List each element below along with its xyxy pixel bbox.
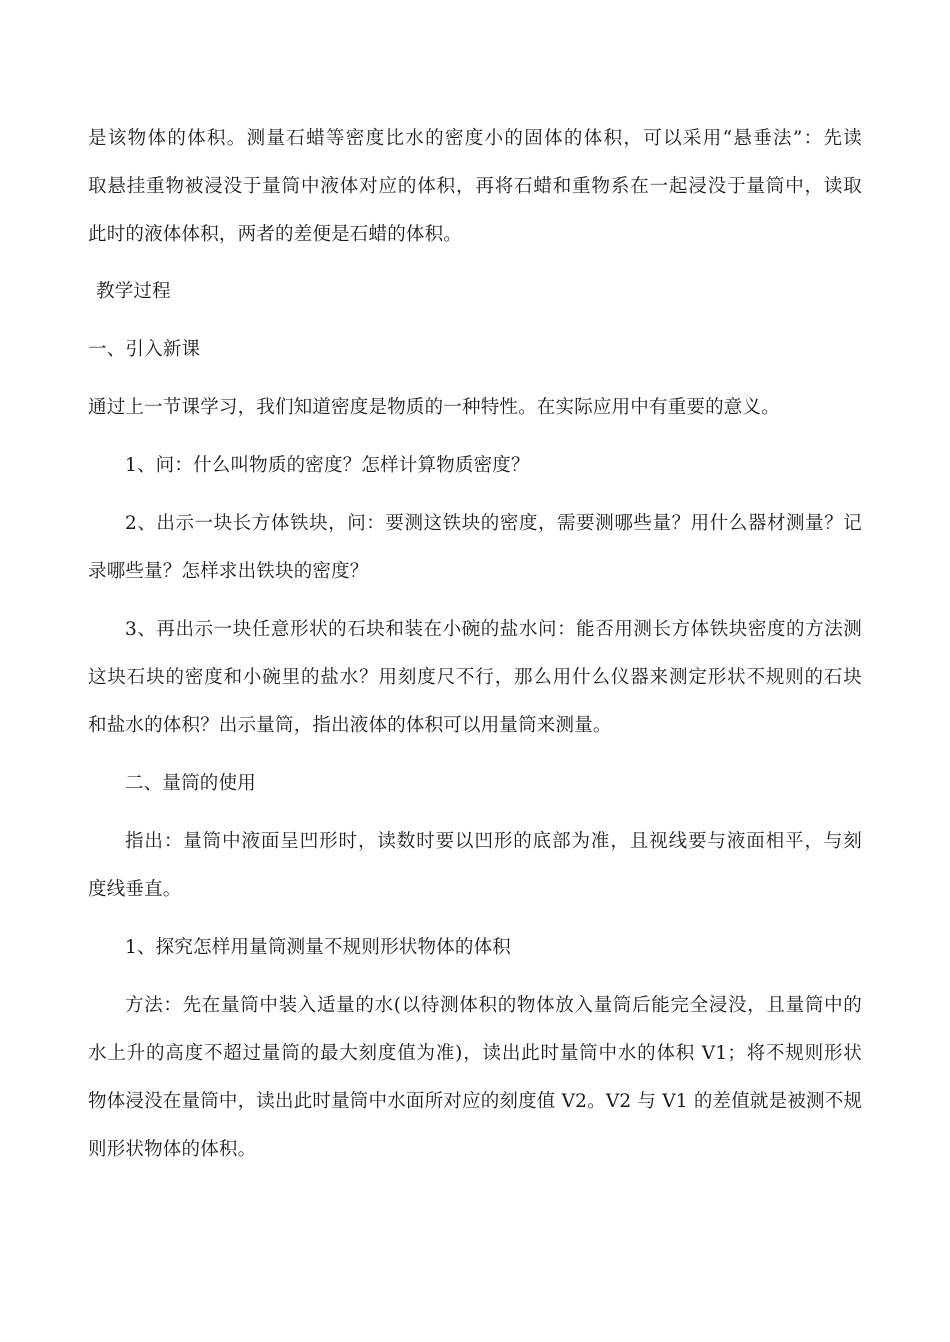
section-one-heading: 一、引入新课 [88, 339, 201, 360]
question-3-line: 和盐水的体积？出示量筒，指出液体的体积可以用量筒来测量。 [88, 715, 612, 736]
method-line: 物体浸没在量筒中，读出此时量筒中水面所对应的刻度值 V2。V2 与 V1 的差值就是被测不规 [88, 1091, 863, 1112]
method-line: 水上升的高度不超过量筒的最大刻度值为准)，读出此时量筒中水的体积 V1；将不规则形状 [88, 1043, 862, 1064]
section-two-heading: 二、量筒的使用 [125, 773, 256, 794]
method-line: 方法：先在量筒中装入适量的水(以待测体积的物体放入量筒后能完全浸没，且量筒中的 [125, 995, 862, 1016]
question-2-line: 录哪些量？怎样求出铁块的密度？ [88, 561, 369, 582]
teaching-process-heading: 教学过程 [96, 281, 171, 302]
paragraph-line: 通过上一节课学习，我们知道密度是物质的一种特性。在实际应用中有重要的意义。 [88, 397, 780, 418]
question-1: 1、问：什么叫物质的密度？怎样计算物质密度？ [125, 455, 530, 476]
method-line: 则形状物体的体积。 [88, 1139, 257, 1160]
question-2-line: 2、出示一块长方体铁块，问：要测这铁块的密度，需要测哪些量？用什么器材测量？记 [125, 513, 862, 534]
paragraph-line: 是该物体的体积。测量石蜡等密度比水的密度小的固体的体积，可以采用“悬垂法”：先读 [88, 128, 862, 149]
section-two-note-line: 指出：量筒中液面呈凹形时，读数时要以凹形的底部为准，且视线要与液面相平，与刻 [125, 831, 862, 852]
paragraph-line: 取悬挂重物被浸没于量筒中液体对应的体积，再将石蜡和重物系在一起浸没于量筒中，读取 [88, 176, 862, 197]
paragraph-line: 此时的液体体积，两者的差便是石蜡的体积。 [88, 224, 463, 245]
question-3-line: 这块石块的密度和小碗里的盐水？用刻度尺不行，那么用什么仪器来测定形状不规则的石块 [88, 667, 862, 688]
inquiry-1-heading: 1、探究怎样用量筒测量不规则形状物体的体积 [125, 937, 511, 958]
section-two-note-line: 度线垂直。 [88, 879, 182, 900]
question-3-line: 3、再出示一块任意形状的石块和装在小碗的盐水问：能否用测长方体铁块密度的方法测 [125, 619, 862, 640]
